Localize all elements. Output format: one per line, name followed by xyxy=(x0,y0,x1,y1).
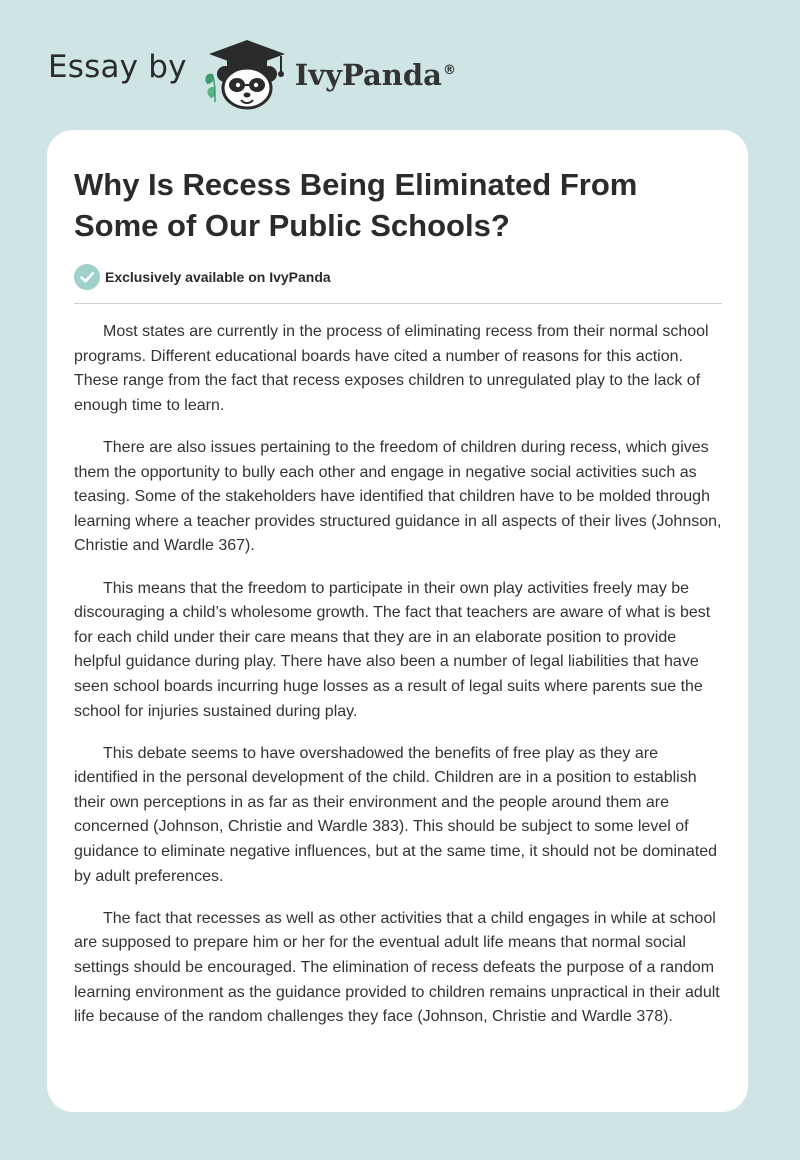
check-circle-icon xyxy=(74,264,100,290)
brand-prefix: Essay by xyxy=(48,49,187,85)
brand-name-text: IvyPanda xyxy=(294,58,442,92)
brand-name xyxy=(295,58,456,92)
registered-mark: ® xyxy=(442,63,456,79)
paragraph: Most states are currently in the process of eliminating recess from their normal school programs. Different educational boards have cited a number of reasons for this action. These range from the fact that recess exposes children to unregulated play to the lack of enough time to learn. xyxy=(74,323,709,414)
paragraph: This debate seems to have overshadowed the benefits of free play as they are identified in the personal development of the child. Children are in a position to establish their own perceptions in as far as their environment and the people around them are concerned (Johnson, Christie and Wardle 383). This should be subject to some level of guidance to eliminate negative influences, but at the same time, it should not be dominated by adult preferences. xyxy=(74,744,718,885)
paragraph: This means that the freedom to participate in their own play activities freely may be discouraging a child’s wholesome growth. The fact that teachers are aware of what is best for each child under their care means that they are in an elaborate position to provide helpful guidance during play. There have also been a number of legal liabilities that have seen school boards incurring huge losses as a result of legal suits where parents sue the school for injuries sustained during play. xyxy=(74,579,711,720)
essay-card xyxy=(47,130,748,1112)
essay-body xyxy=(74,320,724,1047)
panda-graduate-icon xyxy=(201,36,293,110)
exclusive-badge-text: Exclusively available on IvyPanda xyxy=(105,269,331,285)
exclusive-badge xyxy=(74,264,331,290)
paragraph: There are also issues pertaining to the freedom of children during recess, which gives them the opportunity to bully each other and engage in negative social activities such as teasing. Some of the stakeholders have identified that children have to be molded through learning where a teacher provides structured guidance in all aspects of their lives (Johnson, Christie and Wardle 367). xyxy=(74,438,722,555)
paragraph: The fact that recesses as well as other activities that a child engages in while at school are supposed to prepare him or her for the eventual adult life means that normal social settings should be encouraged. The elimination of recess defeats the purpose of a random learning environment as the guidance provided to children remains unpractical in their adult life because of the random challenges they face (Johnson, Christie and Wardle 378). xyxy=(74,909,720,1026)
page-title: Why Is Recess Being Eliminated From Some of Our Public Schools? xyxy=(74,167,638,243)
title-divider xyxy=(74,303,722,304)
brand-header xyxy=(48,36,456,110)
